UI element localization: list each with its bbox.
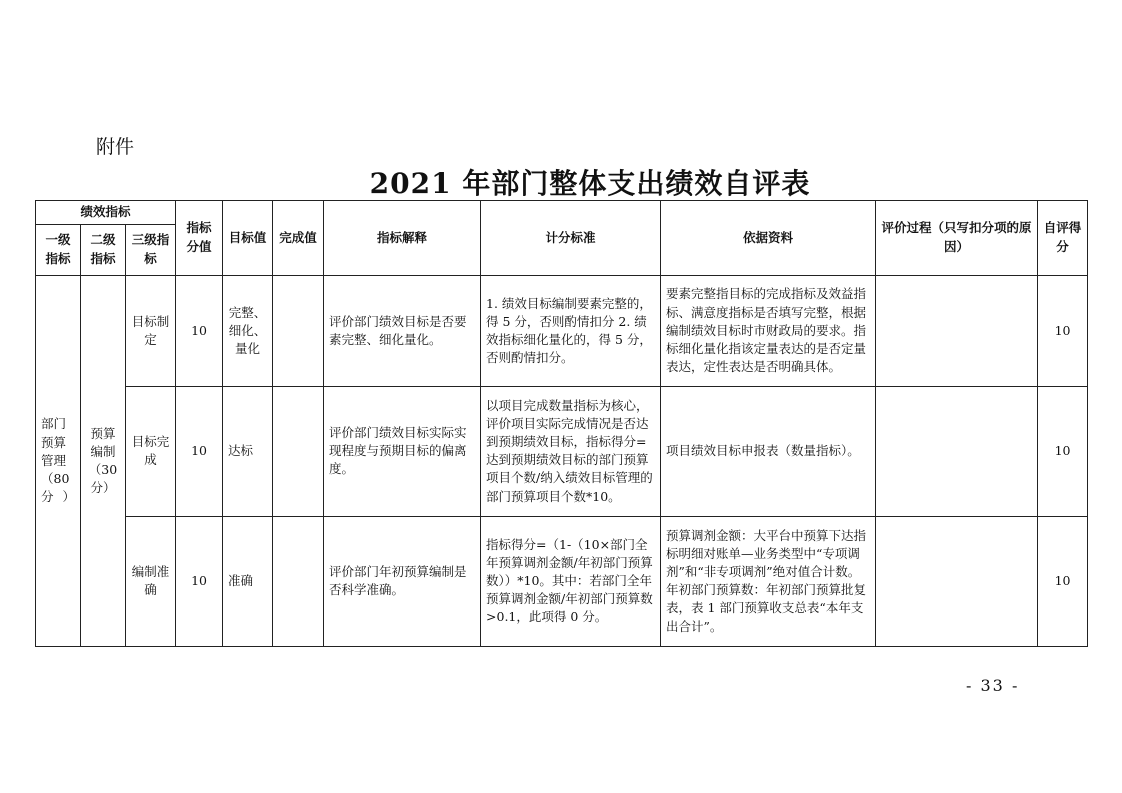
criteria-cell: 1. 绩效目标编制要素完整的，得 5 分，否则酌情扣分 2. 绩效指标细化量化的，得 5 分，否则酌情扣分。 — [481, 275, 661, 386]
basis-cell: 要素完整指目标的完成指标及效益指标、满意度指标是否填写完整，根据编制绩效目标时市财政局的要求。指标细化量化指该定量表达的是否定量表达，定性表达是否明确具体。 — [661, 275, 876, 386]
explanation-cell: 评价部门年初预算编制是否科学准确。 — [324, 516, 481, 646]
table-header-row — [36, 201, 1088, 225]
target-cell: 完整、细化、量化 — [223, 275, 273, 386]
actual-cell — [273, 516, 324, 646]
header-level2: 二级指标 — [81, 224, 126, 275]
header-level3: 三级指标 — [126, 224, 176, 275]
self-score-cell: 10 — [1038, 275, 1088, 386]
actual-cell — [273, 275, 324, 386]
header-level1: 一级指标 — [36, 224, 81, 275]
level3-cell: 编制准确 — [126, 516, 176, 646]
header-self-score: 自评得分 — [1038, 201, 1088, 276]
table-row — [36, 516, 1088, 646]
header-score: 指标分值 — [176, 201, 223, 276]
process-cell — [876, 386, 1038, 516]
self-score-cell: 10 — [1038, 516, 1088, 646]
target-cell: 准确 — [223, 516, 273, 646]
header-actual: 完成值 — [273, 201, 324, 276]
basis-cell: 项目绩效目标申报表（数量指标）。 — [661, 386, 876, 516]
group-header-performance-indicators: 绩效指标 — [36, 201, 176, 225]
self-score-cell: 10 — [1038, 386, 1088, 516]
process-cell — [876, 516, 1038, 646]
level3-cell: 目标制定 — [126, 275, 176, 386]
actual-cell — [273, 386, 324, 516]
score-cell: 10 — [176, 386, 223, 516]
page-title: 2021 年部门整体支出绩效自评表 — [369, 167, 811, 200]
header-target: 目标值 — [223, 201, 273, 276]
evaluation-table — [35, 200, 1088, 647]
level3-cell: 目标完成 — [126, 386, 176, 516]
target-cell: 达标 — [223, 386, 273, 516]
score-cell: 10 — [176, 275, 223, 386]
header-basis: 依据资料 — [661, 201, 876, 276]
explanation-cell: 评价部门绩效目标是否要素完整、细化量化。 — [324, 275, 481, 386]
criteria-cell: 指标得分=（1-（10×部门全年预算调剂金额/年初部门预算数））*10。其中：若部门全年预算调剂金额/年初部门预算数>0.1，此项得 0 分。 — [481, 516, 661, 646]
level1-cell: 部门预算管理（80分） — [36, 275, 81, 646]
header-criteria: 计分标准 — [481, 201, 661, 276]
attachment-label: 附件 — [96, 136, 135, 158]
header-explanation: 指标解释 — [324, 201, 481, 276]
table-row — [36, 275, 1088, 386]
page-number: - 33 - — [966, 676, 1020, 695]
score-cell: 10 — [176, 516, 223, 646]
table-row — [36, 386, 1088, 516]
basis-cell: 预算调剂金额：大平台中预算下达指标明细对账单—业务类型中“专项调剂”和“非专项调剂”绝对值合计数。 年初部门预算数：年初部门预算批复表，表 1 部门预算收支总表“本年支出合计”。 — [661, 516, 876, 646]
header-process: 评价过程（只写扣分项的原因） — [876, 201, 1038, 276]
criteria-cell: 以项目完成数量指标为核心，评价项目实际完成情况是否达到预期绩效目标，指标得分=达到预期绩效目标的部门预算项目个数/纳入绩效目标管理的部门预算项目个数*10。 — [481, 386, 661, 516]
explanation-cell: 评价部门绩效目标实际实现程度与预期目标的偏离度。 — [324, 386, 481, 516]
level2-cell: 预算编制（30分） — [81, 275, 126, 646]
process-cell — [876, 275, 1038, 386]
